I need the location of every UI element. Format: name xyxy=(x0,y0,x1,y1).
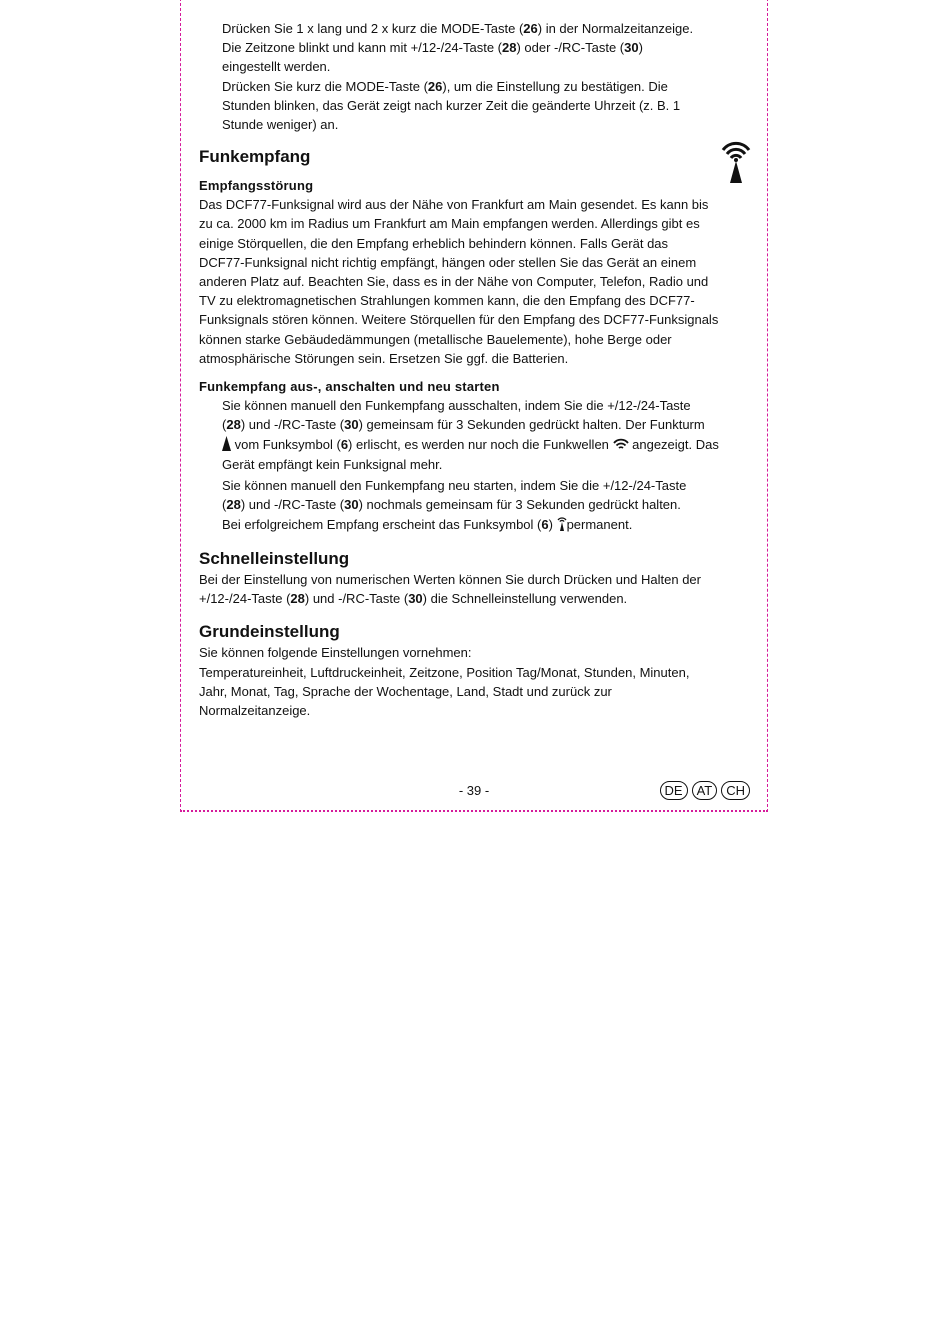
page-content xyxy=(199,19,751,720)
page-footer xyxy=(180,781,768,803)
text-line: einige Störquellen, die den Empfang erheblich behindern können. Falls Gerät das xyxy=(199,235,669,251)
schnelleinstellung-title: Schnelleinstellung xyxy=(199,549,350,569)
text-line: Funksignals stören können. Weitere Störquellen für den Empfang des DCF77-Funksignals xyxy=(199,312,719,328)
intro-line-5: Stunden blinken, das Gerät zeigt nach kurzer Zeit die geänderte Uhrzeit (z. B. 1 xyxy=(222,97,681,113)
schnelleinstellung-text xyxy=(199,570,751,608)
text-line: Sie können manuell den Funkempfang ausschalten, indem Sie die +/12-/24-Taste xyxy=(222,398,691,414)
funkempfang-aus-text xyxy=(199,396,751,535)
text-line: Normalzeitanzeige. xyxy=(199,703,311,719)
text-line: DCF77-Funksignal nicht richtig empfängt, hängen oder stellen Sie das Gerät an einem xyxy=(199,254,697,270)
text-line: Sie können folgende Einstellungen vornehmen: xyxy=(199,645,472,661)
text-line: atmosphärische Störungen sein. Ersetzen Sie ggf. die Batterien. xyxy=(199,350,569,366)
text-line: (28) und -/RC-Taste (30) nochmals gemeinsam für 3 Sekunden gedrückt halten. xyxy=(222,496,681,512)
radio-symbol-icon xyxy=(557,516,567,531)
funkempfang-title: Funkempfang xyxy=(199,147,311,167)
text-line: Temperatureinheit, Luftdruckeinheit, Zeitzone, Position Tag/Monat, Stunden, Minuten, xyxy=(199,664,690,680)
funkempfang-aus-title: Funkempfang aus-, anschalten und neu starten xyxy=(199,379,500,395)
text-line: TV zu elektromagnetischen Strahlungen kommen kann, die den Empfang des DCF77- xyxy=(199,293,695,309)
text-line: Sie können manuell den Funkempfang neu starten, indem Sie die +/12-/24-Taste xyxy=(222,477,687,493)
intro-line-1: Drücken Sie 1 x lang und 2 x kurz die MODE-Taste (26) in der Normalzeitanzeige. xyxy=(222,21,694,36)
funkempfang-heading-row xyxy=(199,146,751,168)
text-line: Das DCF77-Funksignal wird aus der Nähe von Frankfurt am Main gesendet. Es kann bis xyxy=(199,197,709,213)
intro-block xyxy=(199,19,751,134)
text-line: Bei erfolgreichem Empfang erscheint das Funksymbol (6) permanent. xyxy=(222,517,633,533)
page-number: - 39 - xyxy=(458,783,490,798)
text-line: anderen Platz auf. Beachten Sie, dass es in der Nähe von Computer, Telefon, Radio und xyxy=(199,274,709,290)
country-badge: CH xyxy=(721,781,750,800)
radio-tower-icon xyxy=(719,136,753,184)
country-badge: DE xyxy=(660,781,688,800)
text-line: können starke Gebäudedämmungen (metallische Bauelemente), hohe Berge oder xyxy=(199,331,672,347)
tower-icon xyxy=(222,436,231,451)
country-badges xyxy=(660,781,751,800)
text-line: +/12-/24-Taste (28) und -/RC-Taste (30) die Schnelleinstellung verwenden. xyxy=(199,591,628,607)
text-line: Bei der Einstellung von numerischen Werten können Sie durch Drücken und Halten der xyxy=(199,572,701,588)
empfangsstoerung-title: Empfangsstörung xyxy=(199,178,314,194)
empfangsstoerung-text xyxy=(199,195,751,368)
intro-line-6: Stunde weniger) an. xyxy=(222,117,339,133)
grundeinstellung-text xyxy=(199,643,751,720)
text-line: zu ca. 2000 km im Radius um Frankfurt am Main empfangen werden. Allerdings gibt es xyxy=(199,216,700,232)
text-line: (28) und -/RC-Taste (30) gemeinsam für 3 Sekunden gedrückt halten. Der Funkturm xyxy=(222,417,705,433)
radio-waves-icon xyxy=(613,438,629,449)
intro-line-4: Drücken Sie kurz die MODE-Taste (26), um die Einstellung zu bestätigen. Die xyxy=(222,78,668,94)
intro-line-2: Die Zeitzone blinkt und kann mit +/12-/24-Taste (28) oder -/RC-Taste (30) xyxy=(222,40,643,56)
country-badge: AT xyxy=(692,781,718,800)
text-line: vom Funksymbol (6) erlischt, es werden nur noch die Funkwellen angezeigt. Das xyxy=(199,434,751,455)
text-line: Jahr, Monat, Tag, Sprache der Wochentage, Land, Stadt und zurück zur xyxy=(199,683,612,699)
text-line: Gerät empfängt kein Funksignal mehr. xyxy=(222,457,443,473)
intro-line-3: eingestellt werden. xyxy=(222,59,331,75)
grundeinstellung-title: Grundeinstellung xyxy=(199,622,340,642)
